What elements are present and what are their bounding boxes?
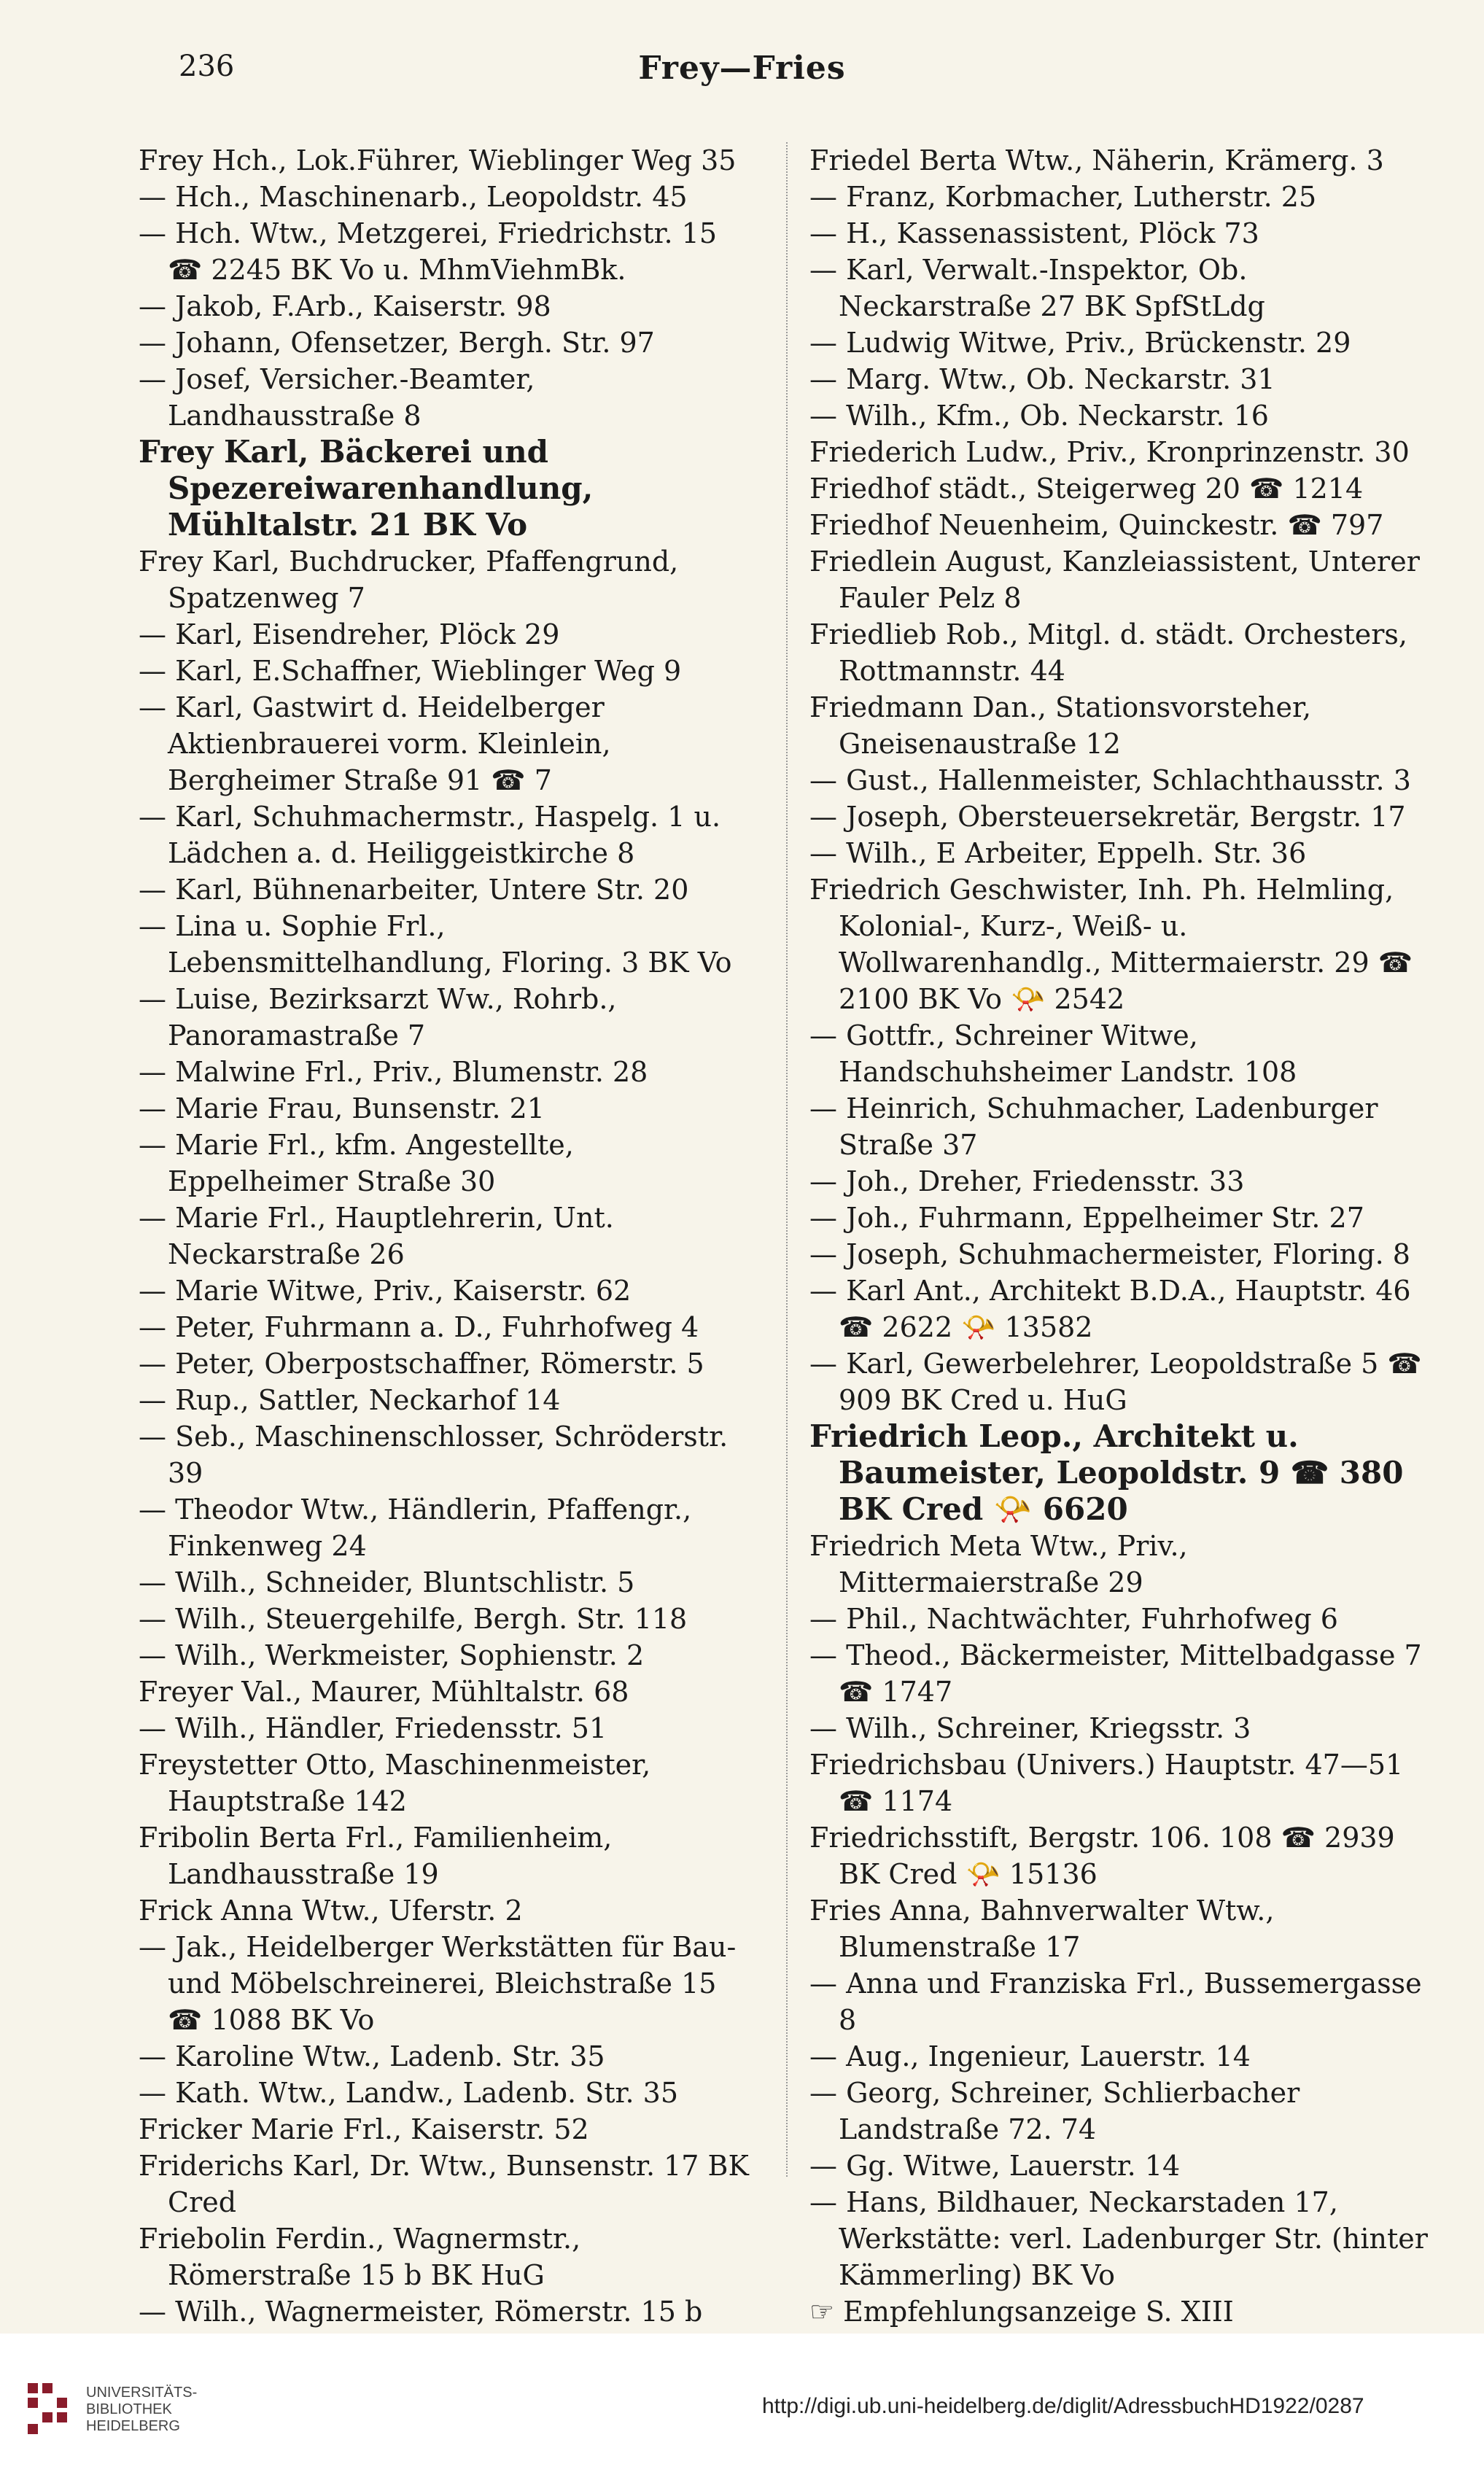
directory-entry: — Peter, Fuhrmann a. D., Fuhrhofweg 4	[139, 1311, 699, 1343]
directory-entry: — Josef, Versicher.-Beamter, Landhausstraße 8	[139, 363, 535, 432]
directory-entry: — Marie Frau, Bunsenstr. 21	[139, 1092, 545, 1124]
directory-entry: — Franz, Korbmacher, Lutherstr. 25	[809, 181, 1317, 213]
directory-entry: — Luise, Bezirksarzt Ww., Rohrb., Panoramastraße 7	[139, 983, 617, 1052]
directory-entry: — Karl, Gastwirt d. Heidelberger Aktienbrauerei vorm. Kleinlein, Bergheimer Straße 91 ☎ 7	[139, 691, 611, 796]
directory-entry: — Seb., Maschinenschlosser, Schröderstr. 39	[139, 1421, 729, 1489]
directory-entry: — Wilh., Wagnermeister, Römerstr. 15 b	[139, 2296, 703, 2328]
library-name-line-2: BIBLIOTHEK	[86, 2401, 172, 2417]
directory-entry: Friderichs Karl, Dr. Wtw., Bunsenstr. 17 BK Cred	[139, 2150, 749, 2218]
directory-entry: — Gg. Witwe, Lauerstr. 14	[809, 2150, 1181, 2182]
directory-entry: — Hans, Bildhauer, Neckarstaden 17, Werkstätte: verl. Ladenburger Str. (hinter Kämmerling) BK Vo	[809, 2186, 1428, 2291]
directory-entry: Friedel Berta Wtw., Näherin, Krämerg. 3	[809, 144, 1384, 176]
directory-entry: — Wilh., E Arbeiter, Eppelh. Str. 36	[809, 837, 1307, 869]
directory-entry: Friedrichsstift, Bergstr. 106. 108 ☎ 2939 BK Cred 📯 15136	[809, 1822, 1395, 1890]
library-name-line-1: UNIVERSITÄTS-	[86, 2385, 198, 2401]
directory-entry: — Anna und Franziska Frl., Bussemergasse 8	[809, 1967, 1422, 2036]
directory-entry: — Wilh., Steuergehilfe, Bergh. Str. 118	[139, 1603, 688, 1635]
directory-entry: Friedhof Neuenheim, Quinckestr. ☎ 797	[809, 509, 1384, 541]
directory-entry: Freystetter Otto, Maschinenmeister, Hauptstraße 142	[139, 1749, 651, 1817]
directory-entry: — Joh., Fuhrmann, Eppelheimer Str. 27	[809, 1202, 1364, 1234]
directory-entry: — Joh., Dreher, Friedensstr. 33	[809, 1165, 1245, 1197]
directory-entry: — Lina u. Sophie Frl., Lebensmittelhandlung, Floring. 3 BK Vo	[139, 910, 732, 979]
directory-entry: — Wilh., Schreiner, Kriegsstr. 3	[809, 1712, 1251, 1744]
directory-entry: — Joseph, Schuhmachermeister, Floring. 8	[809, 1238, 1410, 1270]
directory-entry: — Marie Frl., Hauptlehrerin, Unt. Neckarstraße 26	[139, 1202, 614, 1270]
directory-entry: — Wilh., Schneider, Bluntschlistr. 5	[139, 1566, 635, 1598]
directory-entry: — Jak., Heidelberger Werkstätten für Bau- und Möbelschreinerei, Bleichstraße 15 ☎ 1088 BK Vo	[139, 1931, 737, 2036]
directory-entry: — Joseph, Obersteuersekretär, Bergstr. 17	[809, 801, 1406, 833]
directory-entry: Friedlein August, Kanzleiassistent, Unterer Fauler Pelz 8	[809, 545, 1420, 614]
directory-entry: — Karl, Schuhmachermstr., Haspelg. 1 u. Lädchen a. d. Heiliggeistkirche 8	[139, 801, 721, 869]
directory-entry: — Jakob, F.Arb., Kaiserstr. 98	[139, 290, 551, 322]
directory-entry: Fricker Marie Frl., Kaiserstr. 52	[139, 2113, 589, 2145]
directory-entry: Friederich Ludw., Priv., Kronprinzenstr. 30	[809, 436, 1410, 468]
directory-entry: — Wilh., Werkmeister, Sophienstr. 2	[139, 1639, 645, 1671]
directory-entry: — Marg. Wtw., Ob. Neckarstr. 31	[809, 363, 1275, 395]
directory-entry: — Karl Ant., Architekt B.D.A., Hauptstr. 46 ☎ 2622 📯 13582	[809, 1275, 1411, 1343]
directory-entry: — Kath. Wtw., Landw., Ladenb. Str. 35	[139, 2077, 679, 2109]
right-column	[809, 142, 1429, 2330]
directory-entry: — Malwine Frl., Priv., Blumenstr. 28	[139, 1056, 648, 1088]
directory-entry: Friedrich Leop., Architekt u. Baumeister, Leopoldstr. 9 ☎ 380 BK Cred 📯 6620	[809, 1418, 1404, 1527]
directory-entry: — Karl, Eisendreher, Plöck 29	[139, 618, 560, 650]
directory-entry: — Karl, Bühnenarbeiter, Untere Str. 20	[139, 874, 689, 906]
directory-entry: — Hch., Maschinenarb., Leopoldstr. 45	[139, 181, 688, 213]
directory-entry: Friedhof städt., Steigerweg 20 ☎ 1214	[809, 473, 1364, 505]
directory-entry: Frey Karl, Buchdrucker, Pfaffengrund, Spatzenweg 7	[139, 545, 679, 614]
left-column	[139, 142, 758, 2366]
directory-entry: — Theodor Wtw., Händlerin, Pfaffengr., Finkenweg 24	[139, 1493, 692, 1562]
directory-entry: — Gottfr., Schreiner Witwe, Handschuhsheimer Landstr. 108	[809, 1019, 1297, 1088]
directory-entry: — H., Kassenassistent, Plöck 73	[809, 217, 1259, 249]
directory-entry: — Johann, Ofensetzer, Bergh. Str. 97	[139, 327, 655, 359]
directory-entry: — Georg, Schreiner, Schlierbacher Landstraße 72. 74	[809, 2077, 1300, 2145]
column-divider	[786, 142, 788, 2177]
directory-entry: — Gust., Hallenmeister, Schlachthausstr. 3	[809, 764, 1411, 796]
library-name-line-3: HEIDELBERG	[86, 2418, 180, 2434]
directory-entry: — Hch. Wtw., Metzgerei, Friedrichstr. 15 ☎ 2245 BK Vo u. MhmViehmBk.	[139, 217, 718, 286]
library-logo-icon	[28, 2383, 79, 2434]
directory-entry: — Aug., Ingenieur, Lauerstr. 14	[809, 2040, 1251, 2072]
directory-entry: Friedrich Geschwister, Inh. Ph. Helmling, Kolonial-, Kurz-, Weiß- u. Wollwarenhandlg., Mittermaierstr. 29 ☎ 2100 BK Vo 📯 2542	[809, 874, 1413, 1015]
directory-entry: — Karl, Gewerbelehrer, Leopoldstraße 5 ☎ 909 BK Cred u. HuG	[809, 1348, 1422, 1416]
directory-entry: ☞ Empfehlungsanzeige S. XIII	[809, 2296, 1234, 2328]
directory-entry: — Wilh., Händler, Friedensstr. 51	[139, 1712, 607, 1744]
directory-entry: Frey Karl, Bäckerei und Spezereiwarenhandlung, Mühltalstr. 21 BK Vo	[139, 434, 594, 543]
page-number: 236	[179, 50, 235, 83]
directory-entry: Friebolin Ferdin., Wagnermstr., Römerstraße 15 b BK HuG	[139, 2223, 581, 2291]
directory-entry: Friedrich Meta Wtw., Priv., Mittermaierstraße 29	[809, 1530, 1188, 1598]
directory-entry: — Karl, Verwalt.-Inspektor, Ob. Neckarstraße 27 BK SpfStLdg	[809, 254, 1265, 322]
directory-entry: — Phil., Nachtwächter, Fuhrhofweg 6	[809, 1603, 1338, 1635]
library-name	[86, 2385, 197, 2435]
directory-entry: Freyer Val., Maurer, Mühltalstr. 68	[139, 1676, 629, 1708]
directory-entry: Frick Anna Wtw., Uferstr. 2	[139, 1895, 523, 1927]
directory-entry: — Marie Frl., kfm. Angestellte, Eppelheimer Straße 30	[139, 1129, 574, 1197]
directory-entry: Friedmann Dan., Stationsvorsteher, Gneisenaustraße 12	[809, 691, 1312, 760]
directory-entry: — Theod., Bäckermeister, Mittelbadgasse 7 ☎ 1747	[809, 1639, 1422, 1708]
directory-entry: Fries Anna, Bahnverwalter Wtw., Blumenstraße 17	[809, 1895, 1275, 1963]
source-url-link[interactable]: http://digi.ub.uni-heidelberg.de/diglit/AdressbuchHD1922/0287	[762, 2394, 1364, 2418]
directory-entry: — Wilh., Kfm., Ob. Neckarstr. 16	[809, 400, 1269, 432]
directory-entry: — Heinrich, Schuhmacher, Ladenburger Straße 37	[809, 1092, 1378, 1161]
directory-entry: Friedlieb Rob., Mitgl. d. städt. Orchesters, Rottmannstr. 44	[809, 618, 1407, 687]
directory-entry: — Rup., Sattler, Neckarhof 14	[139, 1384, 561, 1416]
directory-entry: Frey Hch., Lok.Führer, Wieblinger Weg 35	[139, 144, 737, 176]
directory-entry: — Ludwig Witwe, Priv., Brückenstr. 29	[809, 327, 1351, 359]
directory-entry: — Karl, E.Schaffner, Wieblinger Weg 9	[139, 655, 682, 687]
running-head: Frey—Fries	[638, 50, 846, 87]
directory-entry: — Peter, Oberpostschaffner, Römerstr. 5	[139, 1348, 704, 1380]
directory-entry: Fribolin Berta Frl., Familienheim, Landhausstraße 19	[139, 1822, 613, 1890]
directory-entry: Friedrichsbau (Univers.) Hauptstr. 47—51 ☎ 1174	[809, 1749, 1404, 1817]
directory-entry: — Karoline Wtw., Ladenb. Str. 35	[139, 2040, 605, 2072]
directory-entry: — Marie Witwe, Priv., Kaiserstr. 62	[139, 1275, 632, 1307]
